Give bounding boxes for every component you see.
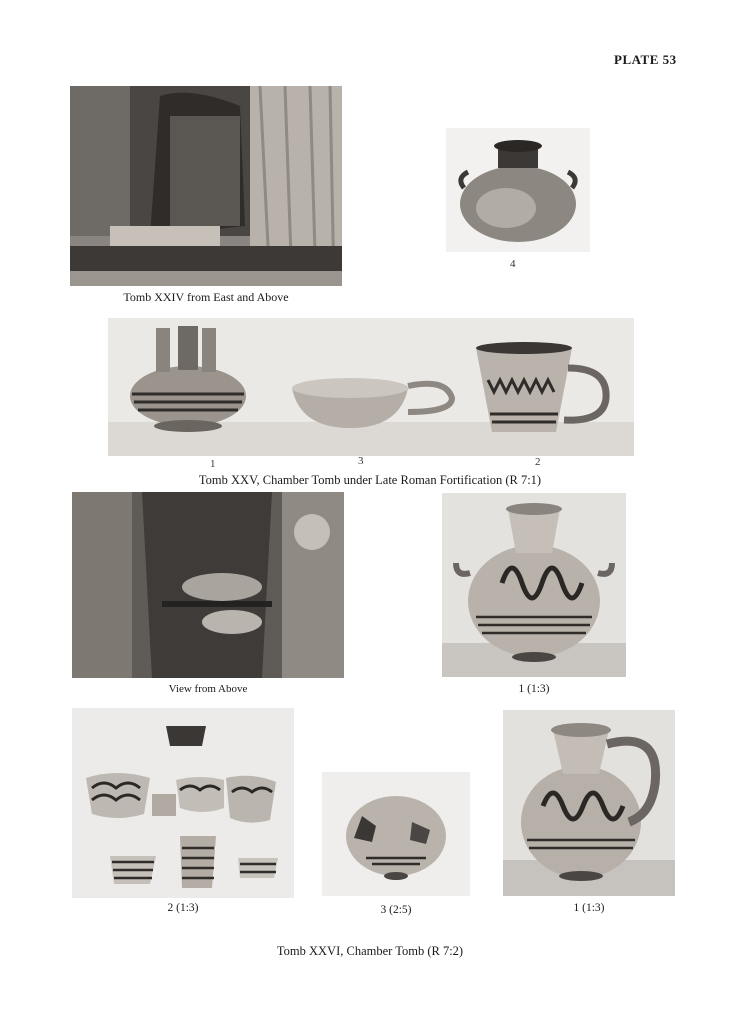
plate-number: PLATE 53 — [614, 52, 677, 67]
jug-photo — [503, 710, 675, 896]
vase-4-photo — [446, 128, 590, 252]
view-from-above-photo — [72, 492, 344, 678]
tomb-xxv-item-2: 2 — [535, 456, 541, 468]
tomb-xxiv-photo — [70, 86, 342, 286]
tomb-xxvi-caption: Tomb XXVI, Chamber Tomb (R 7:2) — [276, 944, 464, 958]
tomb-xxv-caption: Tomb XXV, Chamber Tomb under Late Roman Fortification (R 7:1) — [198, 473, 542, 487]
alabastron-caption: 3 (2:5) — [380, 904, 412, 916]
alabastron-photo — [322, 772, 470, 896]
tomb-xxv-item-1: 1 — [210, 458, 216, 470]
tomb-xxiv-caption: Tomb XXIV from East and Above — [123, 290, 289, 304]
tomb-xxv-vessels-photo — [108, 318, 634, 456]
view-from-above-caption: View from Above — [168, 683, 248, 695]
tomb-xxv-item-3: 3 — [358, 455, 364, 467]
sherds-photo — [72, 708, 294, 898]
vase-4-number: 4 — [510, 258, 516, 270]
amphoriskos-caption: 1 (1:3) — [518, 683, 550, 695]
sherds-caption: 2 (1:3) — [167, 902, 199, 914]
jug-caption: 1 (1:3) — [573, 902, 605, 914]
amphoriskos-photo — [442, 493, 626, 677]
